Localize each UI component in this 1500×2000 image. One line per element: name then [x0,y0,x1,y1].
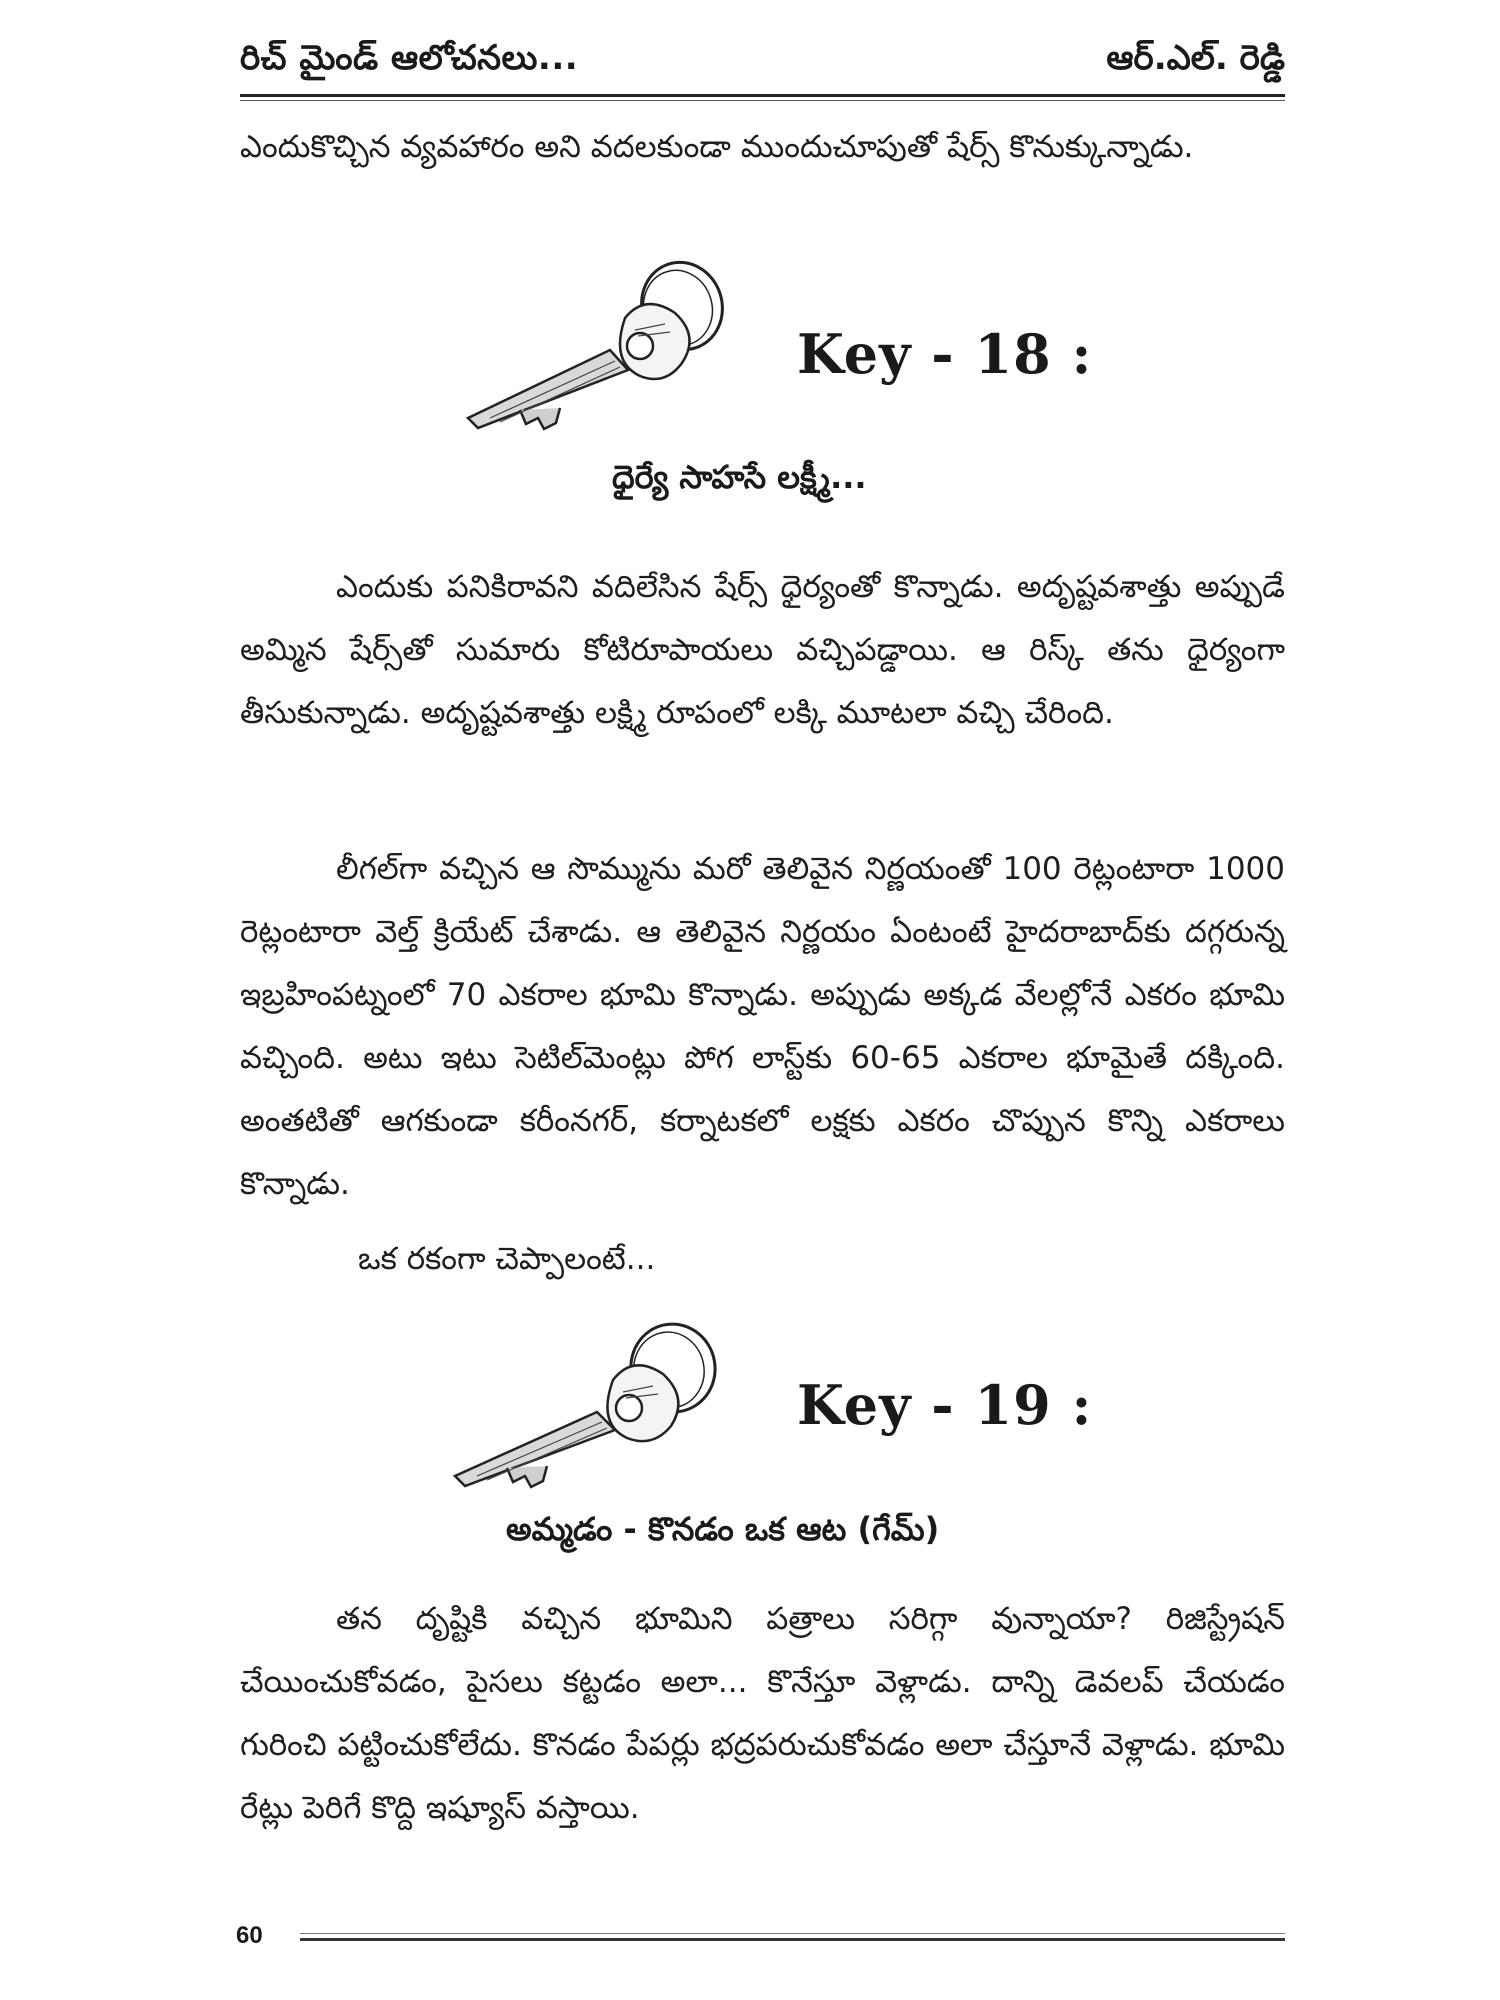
body-paragraph: తన దృష్టికి వచ్చిన భూమిని పత్రాలు సరిగ్గా వున్నాయా? రిజిస్ట్రేషన్ చేయించుకోవడం, పైసలు కట్టడం అలా... కొనేస్తూ వెళ్లాడు. దాన్ని డెవలప్ చేయడం గురించి పట్టించుకోలేదు. కొనడం పేపర్లు భద్రపరుచుకోవడం అలా చేస్తూనే వెళ్లాడు. భూమి రేట్లు పెరిగే కొద్ది ఇష్యూస్ వస్తాయి. [240,1601,1285,1826]
key-icon [460,258,770,433]
key-19-heading: Key - 19 : [797,1373,1093,1437]
page-number: 60 [236,1922,263,1949]
footer-rule [300,1933,1285,1941]
key-18-subheading: ధైర్యే సాహసే లక్ష్మీ... [612,458,867,496]
key-19-subheading: అమ్మడం - కొనడం ఒక ఆట (గేమ్) [506,1510,940,1548]
running-header-title: రిచ్ మైండ్ ఆలోచనలు... [240,38,579,78]
running-header-author: ఆర్.ఎల్. రెడ్డి [1106,38,1285,78]
body-paragraph: లీగల్‌గా వచ్చిన ఆ సొమ్మును మరో తెలివైన నిర్ణయంతో 100 రెట్లంటారా 1000 రెట్లంటారా వెల్త్ క్రియేట్ చేశాడు. ఆ తెలివైన నిర్ణయం ఏంటంటే హైదరాబాద్‌కు దగ్గరున్న ఇబ్రహింపట్నంలో 70 ఎకరాల భూమి కొన్నాడు. అప్పుడు అక్కడ వేలల్లోనే ఎకరం భూమి వచ్చింది. అటు ఇటు సెటిల్‌మెంట్లు పోగ లాస్ట్‌కు 60-65 ఎకరాల భూమైతే దక్కింది. అంతటితో ఆగకుండా కరీంనగర్, కర్నాటకలో లక్షకు ఎకరం చొప్పున కొన్ని ఎకరాలు కొన్నాడు. [240,851,1285,1202]
key-18-heading: Key - 18 : [797,322,1093,386]
body-paragraph: ఎందుకు పనికిరావని వదిలేసిన షేర్స్ ధైర్యంతో కొన్నాడు. అదృష్టవశాత్తు అప్పుడే అమ్మిన షేర్స్‌తో సుమారు కోటిరూపాయలు వచ్చిపడ్డాయి. ఆ రిస్క్ తను ధైర్యంగా తీసుకున్నాడు. అదృష్టవశాత్తు లక్ష్మి రూపంలో లక్కి మూటలా వచ్చి చేరింది. [240,569,1285,731]
header-rule [240,94,1285,101]
body-paragraph: ఒక రకంగా చెప్పాలంటే... [358,1241,656,1277]
key-icon [445,1318,755,1493]
lead-paragraph: ఎందుకొచ్చిన వ్యవహారం అని వదలకుండా ముందుచూపుతో షేర్స్ కొనుక్కున్నాడు. [240,129,1194,165]
